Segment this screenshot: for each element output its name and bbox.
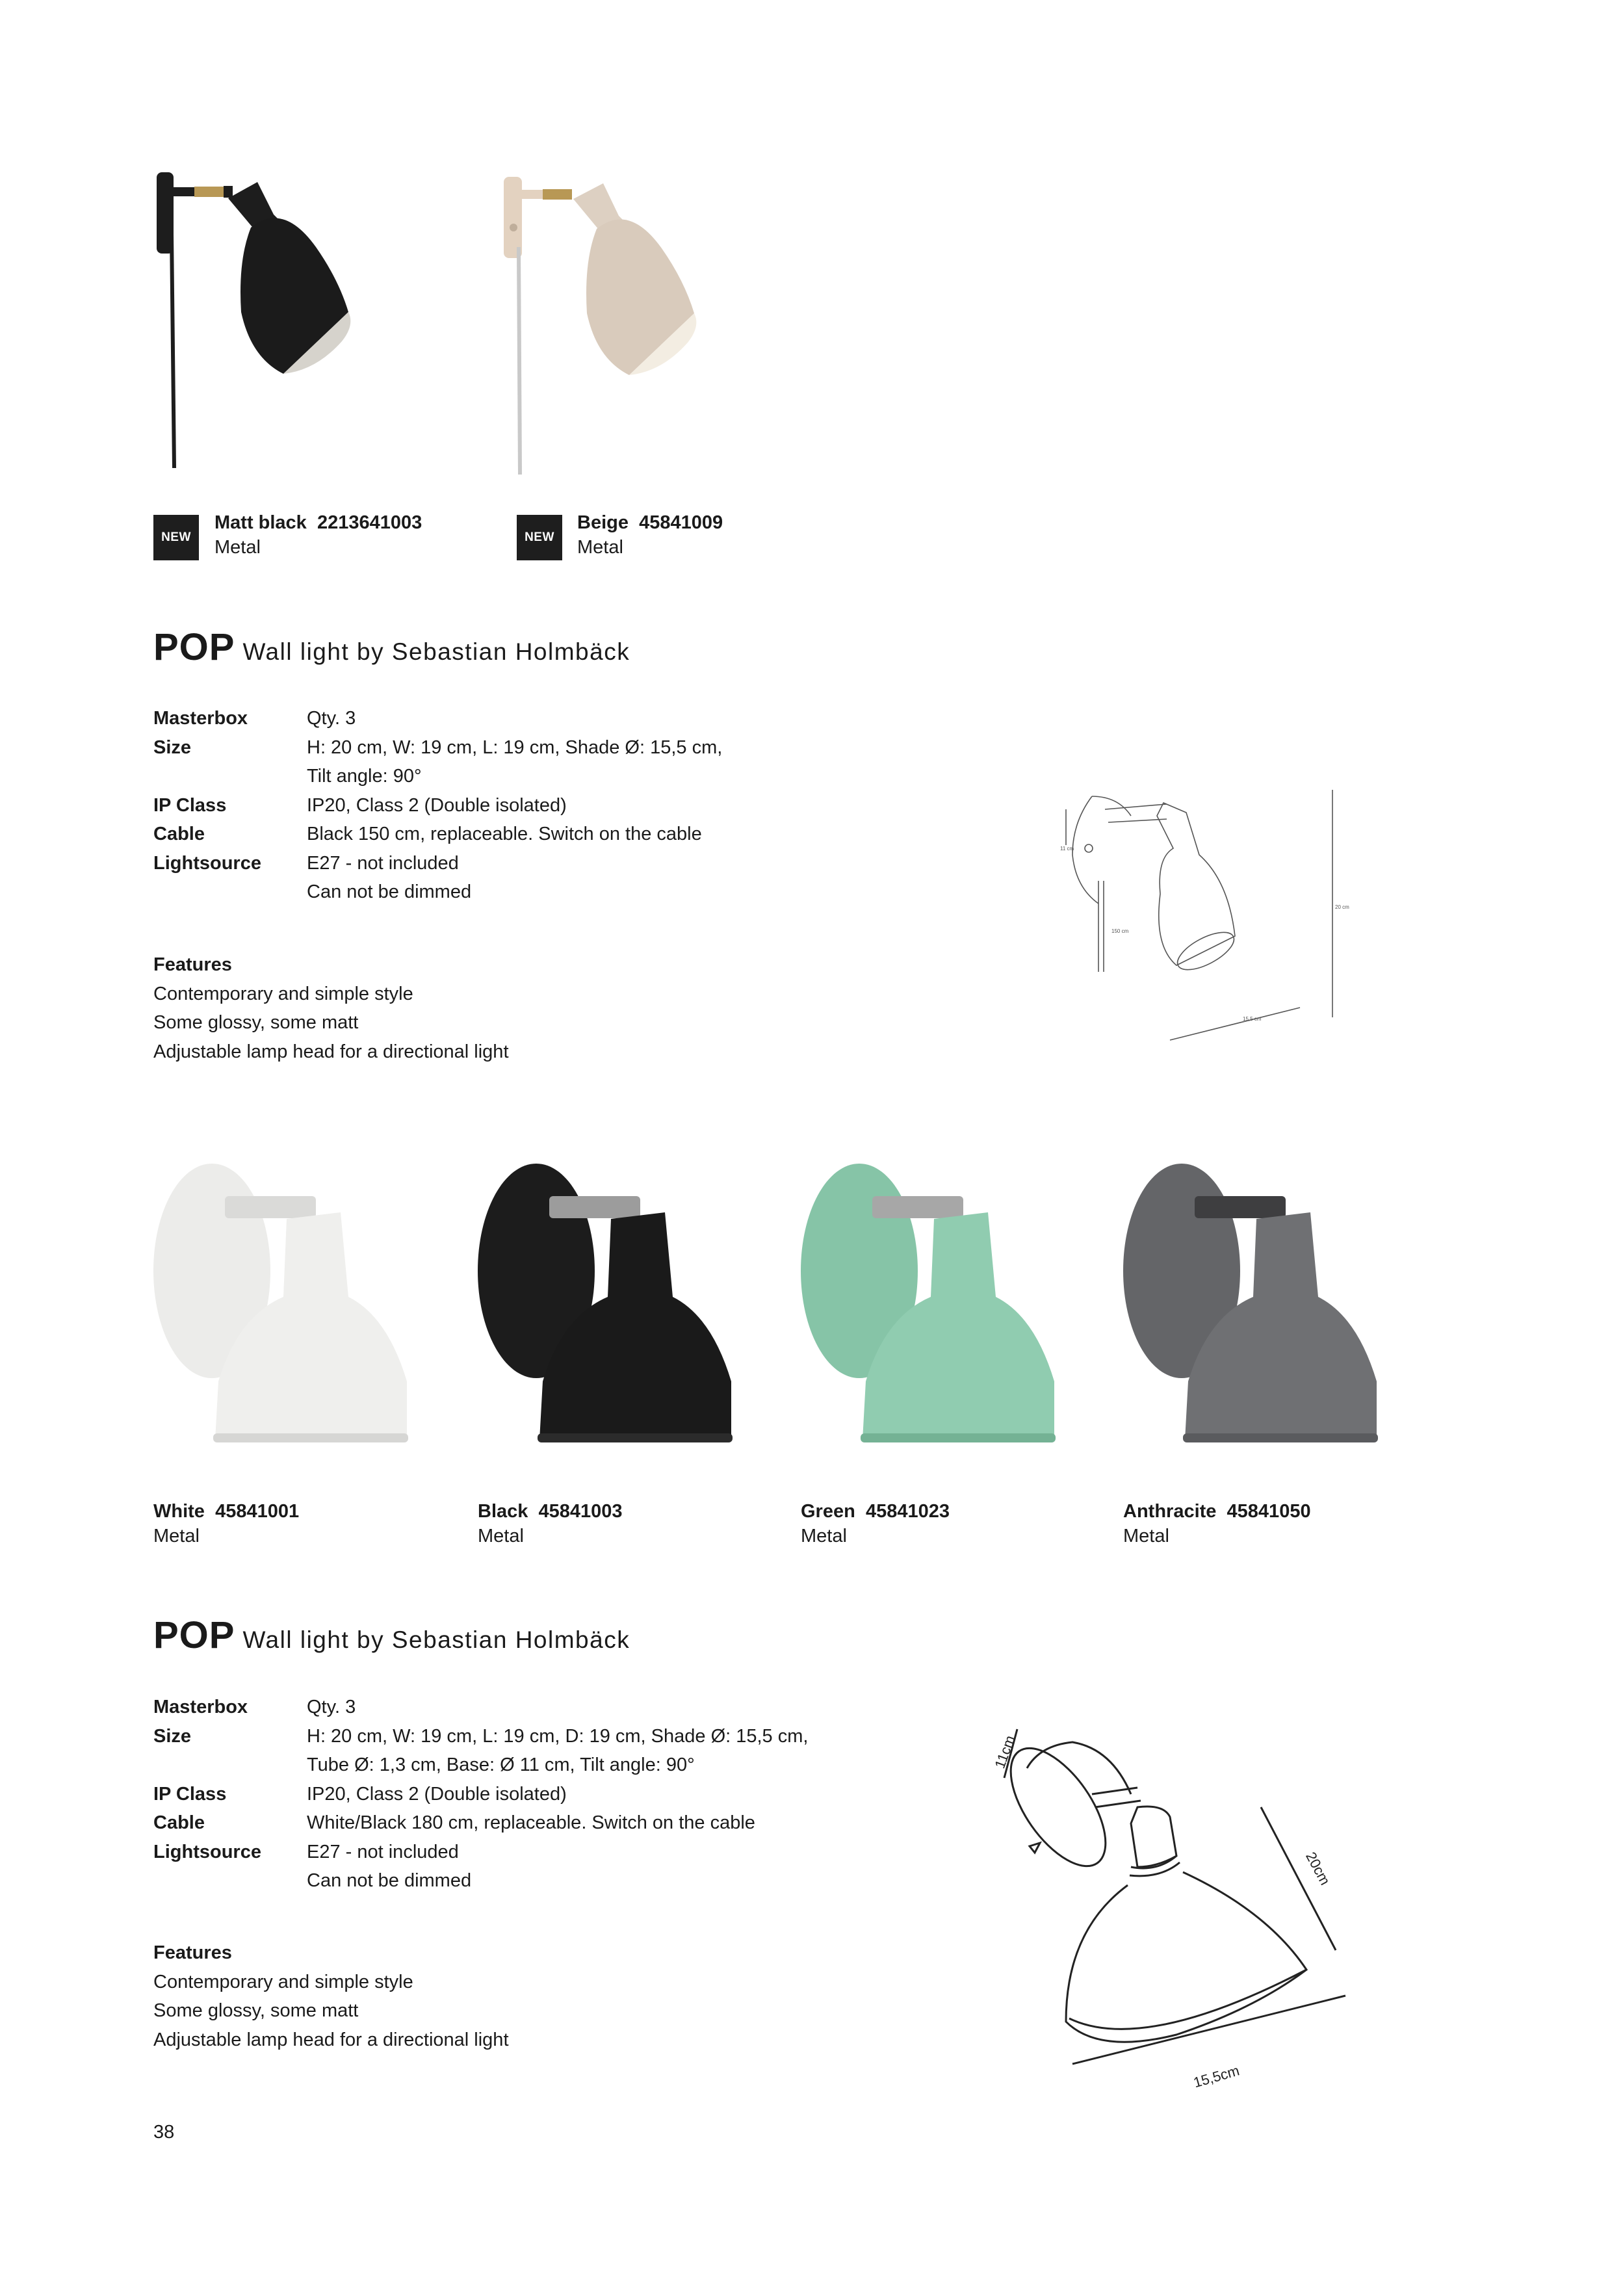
section1-features [153,950,509,1066]
product-subtitle: Wall light by Sebastian Holmbäck [242,1626,630,1653]
spec-value: IP20, Class 2 (Double isolated) [307,1783,567,1805]
spec-value: Qty. 3 [307,708,356,729]
features-heading: Features [153,1942,232,1963]
spec-value: Black 150 cm, replaceable. Switch on the cable [307,824,702,844]
new-badge-matt-black: NEW [153,515,199,560]
feature-item: Adjustable lamp head for a directional light [153,2029,509,2050]
spec-row-cable [153,820,722,849]
product-name: White [153,1501,205,1522]
product-name: Green [801,1501,855,1522]
spec-value: Can not be dimmed [307,881,472,902]
spec-label: Masterbox [153,1697,248,1717]
spec-row-ip-class [153,1780,808,1809]
diagram-label-cable: 150 cm [1111,928,1129,934]
section2-features [153,1938,509,2054]
spec-label: IP Class [153,1783,227,1805]
spec-value: H: 20 cm, W: 19 cm, L: 19 cm, D: 19 cm, Shade Ø: 15,5 cm, [307,1725,809,1747]
spec-value: E27 - not included [307,1841,459,1862]
section1-specs [153,704,722,907]
product-photo-white [153,1160,439,1472]
product-material: Metal [577,537,623,558]
feature-item: Contemporary and simple style [153,983,413,1004]
product-code: 45841009 [639,512,723,533]
section2-dimension-drawing [981,1716,1358,2106]
spec-row-ip-class [153,791,722,820]
spec-row-lightsource [153,1838,808,1896]
product-name: Beige [577,512,629,533]
spec-label: Lightsource [153,852,261,874]
spec-label: Masterbox [153,708,248,729]
spec-label: Size [153,1725,192,1747]
product-name: Anthracite [1123,1501,1217,1522]
product-name: Matt black [214,512,307,533]
spec-row-cable [153,1808,808,1838]
spec-value: H: 20 cm, W: 19 cm, L: 19 cm, Shade Ø: 15,5 cm, [307,737,723,758]
diagram-label-base: 11cm [991,1733,1019,1771]
spec-value: Can not be dimmed [307,1870,472,1891]
product-material: Metal [801,1526,847,1546]
caption-black [478,1499,623,1548]
diagram-label-height: 20 cm [1335,904,1349,910]
product-code: 45841001 [215,1501,300,1522]
spec-value: Tube Ø: 1,3 cm, Base: Ø 11 cm, Tilt angle: 90° [307,1755,695,1775]
product-title: POP [153,1614,235,1656]
caption-beige [577,510,723,560]
spec-row-masterbox [153,704,722,733]
spec-label: IP Class [153,794,227,816]
product-photo-anthracite [1123,1160,1409,1472]
product-material: Metal [214,537,261,558]
spec-value: IP20, Class 2 (Double isolated) [307,794,567,816]
product-code: 45841050 [1227,1501,1311,1522]
diagram-label-height: 20cm [1303,1849,1334,1888]
spec-row-size [153,1722,808,1780]
caption-green [801,1499,950,1548]
new-badge-beige: NEW [517,515,562,560]
spec-value: Qty. 3 [307,1697,356,1717]
product-material: Metal [478,1526,524,1546]
product-photo-green [801,1160,1087,1472]
spec-value: E27 - not included [307,852,459,874]
section2-specs [153,1693,808,1896]
product-name: Black [478,1501,528,1522]
diagram-label-shade: 15,5cm [1191,2062,1241,2091]
spec-value: Tilt angle: 90° [307,766,422,787]
feature-item: Some glossy, some matt [153,1012,359,1033]
section1-title [153,625,630,669]
section2-title [153,1613,630,1657]
feature-item: Contemporary and simple style [153,1971,413,1992]
feature-item: Adjustable lamp head for a directional light [153,1041,509,1062]
product-code: 2213641003 [317,512,422,533]
spec-row-masterbox [153,1693,808,1722]
section1-dimension-drawing [1059,783,1358,1043]
product-code: 45841003 [538,1501,623,1522]
product-photo-black [478,1160,764,1472]
spec-label: Size [153,737,192,758]
diagram-label-base: 11 cm [1060,846,1074,852]
product-subtitle: Wall light by Sebastian Holmbäck [242,638,630,665]
product-code: 45841023 [865,1501,950,1522]
caption-anthracite [1123,1499,1311,1548]
product-material: Metal [1123,1526,1169,1546]
features-heading: Features [153,954,232,975]
diagram-label-shade: 15,5 cm [1243,1016,1262,1022]
spec-label: Cable [153,1812,205,1833]
product-photo-matt-black [153,163,446,488]
spec-row-size [153,733,722,791]
page-number: 38 [153,2122,175,2143]
caption-white [153,1499,299,1548]
product-material: Metal [153,1526,200,1546]
product-photo-beige [500,163,793,488]
spec-label: Lightsource [153,1841,261,1862]
spec-value: White/Black 180 cm, replaceable. Switch on the cable [307,1812,755,1833]
spec-row-lightsource [153,849,722,907]
product-title: POP [153,626,235,668]
feature-item: Some glossy, some matt [153,2000,359,2021]
spec-label: Cable [153,824,205,844]
caption-matt-black [214,510,422,560]
